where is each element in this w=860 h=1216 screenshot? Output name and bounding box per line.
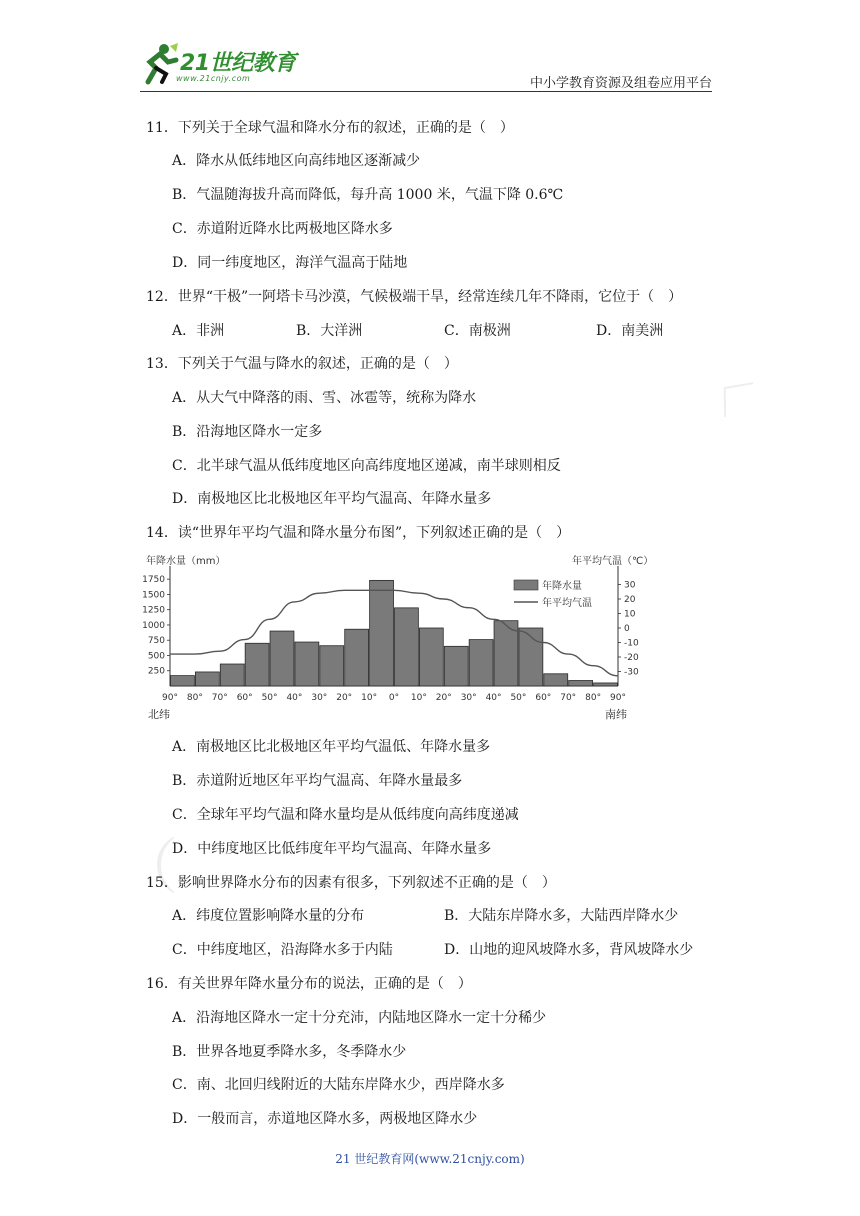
x-tick-label: 70° xyxy=(560,693,577,703)
precip-bar xyxy=(370,580,394,686)
precip-bar xyxy=(320,646,344,686)
question-stem: 14．读“世界年平均气温和降水量分布图”，下列叙述正确的是（ ） xyxy=(146,525,571,541)
option-a[interactable]: A．从大气中降落的雨、雪、冰雹等，统称为降水 xyxy=(172,390,477,406)
question-stem: 15．影响世界降水分布的因素有很多，下列叙述不正确的是（ ） xyxy=(146,875,556,891)
option-d[interactable]: D．山地的迎风坡降水多，背风坡降水少 xyxy=(444,942,694,958)
option-b[interactable]: B．气温随海拔升高而降低，每升高 1000 米，气温下降 0.6℃ xyxy=(172,187,564,203)
left-tick-label: 1000 xyxy=(142,620,165,631)
option-a[interactable]: A．降水从低纬地区向高纬地区逐渐减少 xyxy=(172,153,421,169)
question-stem: 13．下列关于气温与降水的叙述，正确的是（ ） xyxy=(146,356,458,372)
x-tick-label: 20° xyxy=(336,693,353,703)
watermark: （ xyxy=(118,833,178,903)
precip-bar xyxy=(395,608,419,686)
precip-bar xyxy=(295,642,319,686)
precip-bar xyxy=(594,683,618,686)
legend-line-label: 年平均气温 xyxy=(542,598,592,609)
option-d[interactable]: D．南极地区比北极地区年平均气温高、年降水量多 xyxy=(172,491,492,507)
option-b[interactable]: B．世界各地夏季降水多，冬季降水少 xyxy=(172,1044,407,1060)
precip-bar xyxy=(220,664,244,686)
x-tick-label: 10° xyxy=(361,693,378,703)
left-axis-label: 年降水量（mm） xyxy=(146,556,226,567)
x-tick-label: 90° xyxy=(162,693,178,703)
right-tick-label: -30 xyxy=(624,667,639,678)
x-tick-label: 30° xyxy=(460,693,477,703)
precip-bar xyxy=(195,672,219,686)
x-tick-label: 90° xyxy=(610,693,626,703)
option-c[interactable]: C．南、北回归线附近的大陆东岸降水少，西岸降水多 xyxy=(172,1077,505,1093)
right-tick-label: -10 xyxy=(624,638,639,649)
precip-bar xyxy=(444,646,468,686)
x-tick-label: 50° xyxy=(261,693,278,703)
question-stem: 11．下列关于全球气温和降水分布的叙述，正确的是（ ） xyxy=(146,120,514,136)
right-tick-label: 0 xyxy=(624,624,630,634)
x-tick-label: 40° xyxy=(485,693,502,703)
x-right-label: 南纬 xyxy=(605,708,627,721)
option-a[interactable]: A．非洲 xyxy=(172,323,225,339)
left-tick-label: 1750 xyxy=(142,575,165,586)
option-b[interactable]: B．沿海地区降水一定多 xyxy=(172,424,323,440)
precip-bar xyxy=(270,631,294,686)
x-tick-label: 20° xyxy=(435,693,452,703)
precip-bar xyxy=(544,674,568,686)
x-tick-label: 40° xyxy=(286,693,303,703)
x-tick-label: 80° xyxy=(585,693,602,703)
precip-bar xyxy=(469,640,493,686)
platform-title: 中小学教育资源及组卷应用平台 xyxy=(529,76,712,91)
option-c[interactable]: C．南极洲 xyxy=(444,323,511,339)
x-tick-label: 60° xyxy=(236,693,253,703)
option-a[interactable]: A．沿海地区降水一定十分充沛，内陆地区降水一定十分稀少 xyxy=(172,1010,547,1026)
runner-icon xyxy=(140,42,180,84)
x-left-label: 北纬 xyxy=(148,708,170,721)
chart-legend xyxy=(514,579,592,609)
logo-url: www.21cnjy.com xyxy=(176,74,251,83)
option-c[interactable]: C．中纬度地区，沿海降水多于内陆 xyxy=(172,942,393,958)
option-d[interactable]: D．一般而言，赤道地区降水多，两极地区降水少 xyxy=(172,1111,478,1127)
option-c[interactable]: C．赤道附近降水比两极地区降水多 xyxy=(172,221,393,237)
option-d[interactable]: D．同一纬度地区，海洋气温高于陆地 xyxy=(172,255,408,271)
left-tick-label: 250 xyxy=(147,666,165,677)
watermark: 〈 xyxy=(684,351,758,425)
option-b[interactable]: B．大洋洲 xyxy=(296,323,363,339)
precip-bar xyxy=(569,681,593,686)
right-axis-label: 年平均气温（℃） xyxy=(572,556,654,567)
logo-text: 21世纪教育 xyxy=(180,51,296,76)
precip-bar xyxy=(419,628,443,686)
page-header xyxy=(140,40,712,92)
legend-bar-label: 年降水量 xyxy=(542,581,582,592)
left-tick-label: 750 xyxy=(147,636,165,647)
right-tick-label: 30 xyxy=(624,580,636,591)
option-c[interactable]: C．北半球气温从低纬度地区向高纬度地区递减，南半球则相反 xyxy=(172,458,561,474)
right-tick-label: -20 xyxy=(624,653,639,663)
x-tick-label: 70° xyxy=(211,693,228,703)
option-b[interactable]: B．大陆东岸降水多，大陆西岸降水少 xyxy=(444,908,679,924)
question-stem: 16．有关世界年降水量分布的说法，正确的是（ ） xyxy=(146,976,472,992)
chart-svg xyxy=(140,550,654,726)
question-stem: 12．世界“干极”一阿塔卡马沙漠，气候极端干旱，经常连续几年不降雨，它位于（ ） xyxy=(146,289,683,305)
site-logo xyxy=(140,40,320,90)
x-tick-label: 50° xyxy=(510,693,527,703)
right-tick-label: 20 xyxy=(624,595,636,605)
option-d[interactable]: D．南美洲 xyxy=(596,323,664,339)
header-divider xyxy=(140,91,712,92)
left-tick-label: 1250 xyxy=(142,605,165,616)
option-b[interactable]: B．赤道附近地区年平均气温高、年降水量最多 xyxy=(172,773,463,789)
x-tick-label: 80° xyxy=(186,693,203,703)
left-tick-label: 1500 xyxy=(142,590,165,601)
x-tick-label: 60° xyxy=(535,693,552,703)
option-a[interactable]: A．纬度位置影响降水量的分布 xyxy=(172,908,365,924)
option-c[interactable]: C．全球年平均气温和降水量均是从低纬度向高纬度递减 xyxy=(172,807,519,823)
legend-bar-swatch xyxy=(514,580,538,590)
x-tick-label: 0° xyxy=(388,693,400,703)
climate-chart xyxy=(140,550,654,726)
x-tick-label: 10° xyxy=(410,693,427,703)
precip-bar xyxy=(345,629,369,686)
page-footer: 21 世纪教育网(www.21cnjy.com) xyxy=(335,1152,525,1166)
precip-bar xyxy=(171,676,195,686)
option-a[interactable]: A．南极地区比北极地区年平均气温低、年降水量多 xyxy=(172,739,491,755)
option-d[interactable]: D．中纬度地区比低纬度年平均气温高、年降水量多 xyxy=(172,841,492,857)
x-tick-label: 30° xyxy=(311,693,328,703)
left-tick-label: 500 xyxy=(147,651,165,662)
right-tick-label: 10 xyxy=(624,609,636,620)
precip-bar xyxy=(245,643,269,686)
